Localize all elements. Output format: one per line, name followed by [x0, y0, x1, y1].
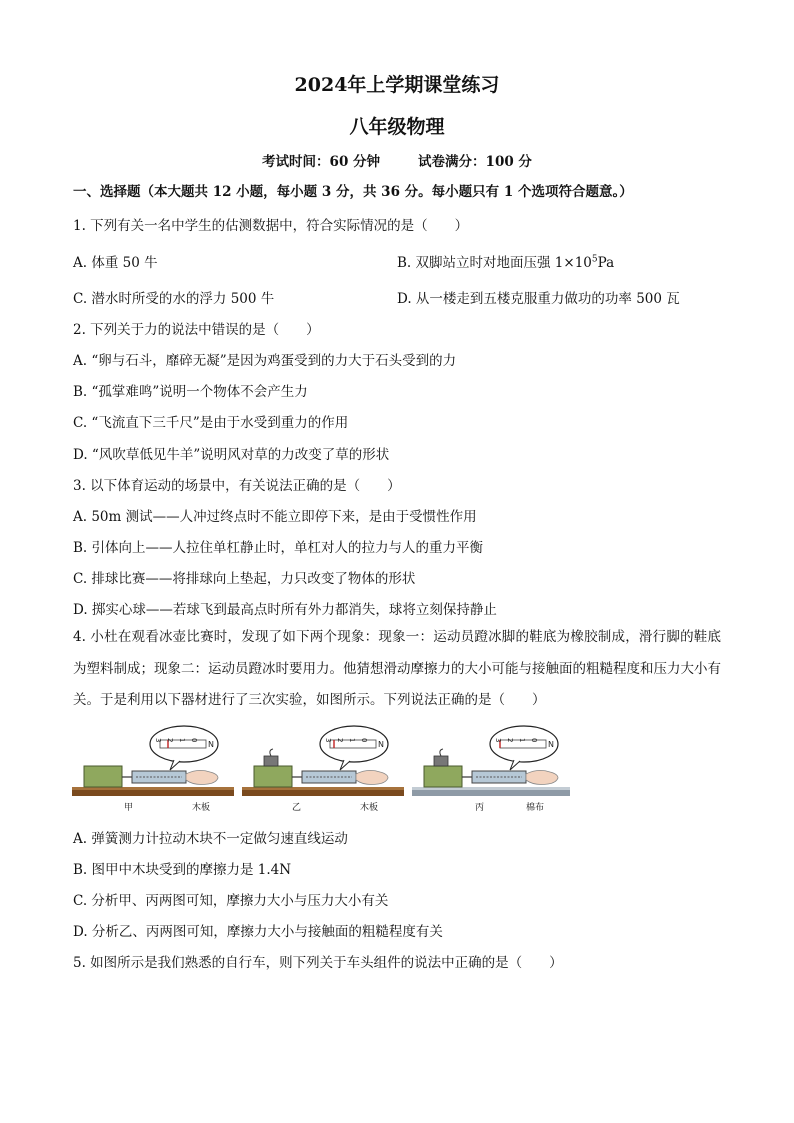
figure-panel-bing — [412, 726, 570, 796]
q1-option-b-unit: Pa — [597, 255, 615, 271]
q4-figure — [70, 722, 570, 816]
q2-option-b: B. “孤掌难鸣”说明一个物体不会产生力 — [73, 384, 308, 400]
q1-stem: 1. 下列有关一名中学生的估测数据中，符合实际情况的是（ ） — [73, 218, 469, 234]
q1-option-b-exp: 5 — [591, 254, 598, 265]
q5-stem: 5. 如图所示是我们熟悉的自行车，则下列关于车头组件的说法中正确的是（ ） — [73, 955, 563, 971]
q3-stem: 3. 以下体育运动的场景中，有关说法正确的是（ ） — [73, 478, 401, 494]
exam-meta — [0, 150, 794, 170]
dial-tick-0: 0 — [360, 738, 368, 743]
q3-option-b: B. 引体向上——人拉住单杠静止时，单杠对人的拉力与人的重力平衡 — [73, 540, 484, 556]
dial-unit: N — [208, 740, 214, 749]
q4-option-c: C. 分析甲、丙两图可知，摩擦力大小与压力大小有关 — [73, 893, 389, 909]
dial-tick-2: 2 — [166, 738, 174, 743]
q1-option-b-text: B. 双脚站立时对地面压强 1×10 — [397, 255, 592, 271]
q3-option-a: A. 50m 测试——人冲过终点时不能立即停下来，是由于受惯性作用 — [73, 509, 477, 525]
q4-option-b: B. 图甲中木块受到的摩擦力是 1.4N — [73, 862, 292, 878]
q2-option-a: A. “卵与石斗，靡碎无凝”是因为鸡蛋受到的力大于石头受到的力 — [73, 353, 457, 369]
dial-tick-1: 1 — [348, 738, 356, 743]
q1-option-d: D. 从一楼走到五楼克服重力做功的功率 500 瓦 — [397, 291, 680, 307]
dial-unit: N — [378, 740, 384, 749]
q3-option-d: D. 掷实心球——若球飞到最高点时所有外力都消失，球将立刻保持静止 — [73, 602, 497, 618]
q2-option-c: C. “飞流直下三千尺”是由于水受到重力的作用 — [73, 415, 349, 431]
q1-option-b — [397, 251, 614, 271]
dial-tick-0: 0 — [190, 738, 198, 743]
figure-surface-bing: 棉布 — [526, 803, 545, 813]
q4-option-a: A. 弹簧测力计拉动木块不一定做匀速直线运动 — [73, 831, 348, 847]
figure-label-jia: 甲 — [124, 803, 134, 813]
dial-tick-2: 2 — [336, 738, 344, 743]
q3-option-c: C. 排球比赛——将排球向上垫起，力只改变了物体的形状 — [73, 571, 416, 587]
figure-panel-jia — [72, 726, 234, 796]
exam-time: 考试时间：60 分钟 — [262, 154, 381, 170]
dial-tick-0: 0 — [530, 738, 538, 743]
figure-label-yi: 乙 — [292, 803, 302, 813]
dial-tick-2: 2 — [506, 738, 514, 743]
dial-tick-1: 1 — [178, 738, 186, 743]
dial-tick-3: 3 — [494, 738, 502, 743]
exam-score: 试卷满分：100 分 — [418, 154, 532, 170]
dial-tick-1: 1 — [518, 738, 526, 743]
dial-unit: N — [548, 740, 554, 749]
dial-tick-3: 3 — [324, 738, 332, 743]
exam-subtitle: 八年级物理 — [349, 116, 445, 138]
q1-option-c: C. 潜水时所受的水的浮力 500 牛 — [73, 291, 275, 307]
section-heading: 一、选择题（本大题共 12 小题，每小题 3 分，共 36 分。每小题只有 1 个选项符合题意。） — [73, 184, 633, 200]
q2-stem: 2. 下列关于力的说法中错误的是（ ） — [73, 322, 320, 338]
q4-option-d: D. 分析乙、丙两图可知，摩擦力大小与接触面的粗糙程度有关 — [73, 924, 443, 940]
figure-surface-yi: 木板 — [360, 803, 379, 813]
figure-label-bing: 丙 — [475, 803, 485, 813]
q2-option-d: D. “风吹草低见牛羊”说明风对草的力改变了草的形状 — [73, 447, 390, 463]
exam-title: 2024年上学期课堂练习 — [294, 74, 500, 96]
q4-stem: 4. 小杜在观看冰壶比赛时，发现了如下两个现象：现象一：运动员蹬冰脚的鞋底为橡胶制成，滑行脚的鞋底为塑料制成；现象二：运动员蹬冰时要用力。他猜想滑动摩擦力的大小可能与接触面的粗糙程度和压力大小有关。于是利用以下器材进行了三次实验，如图所示。下列说法正确的是（ ） — [73, 629, 721, 708]
dial-tick-3: 3 — [154, 738, 162, 743]
figure-surface-jia: 木板 — [192, 803, 211, 813]
figure-panel-yi — [242, 726, 404, 796]
q1-option-a: A. 体重 50 牛 — [73, 255, 158, 271]
